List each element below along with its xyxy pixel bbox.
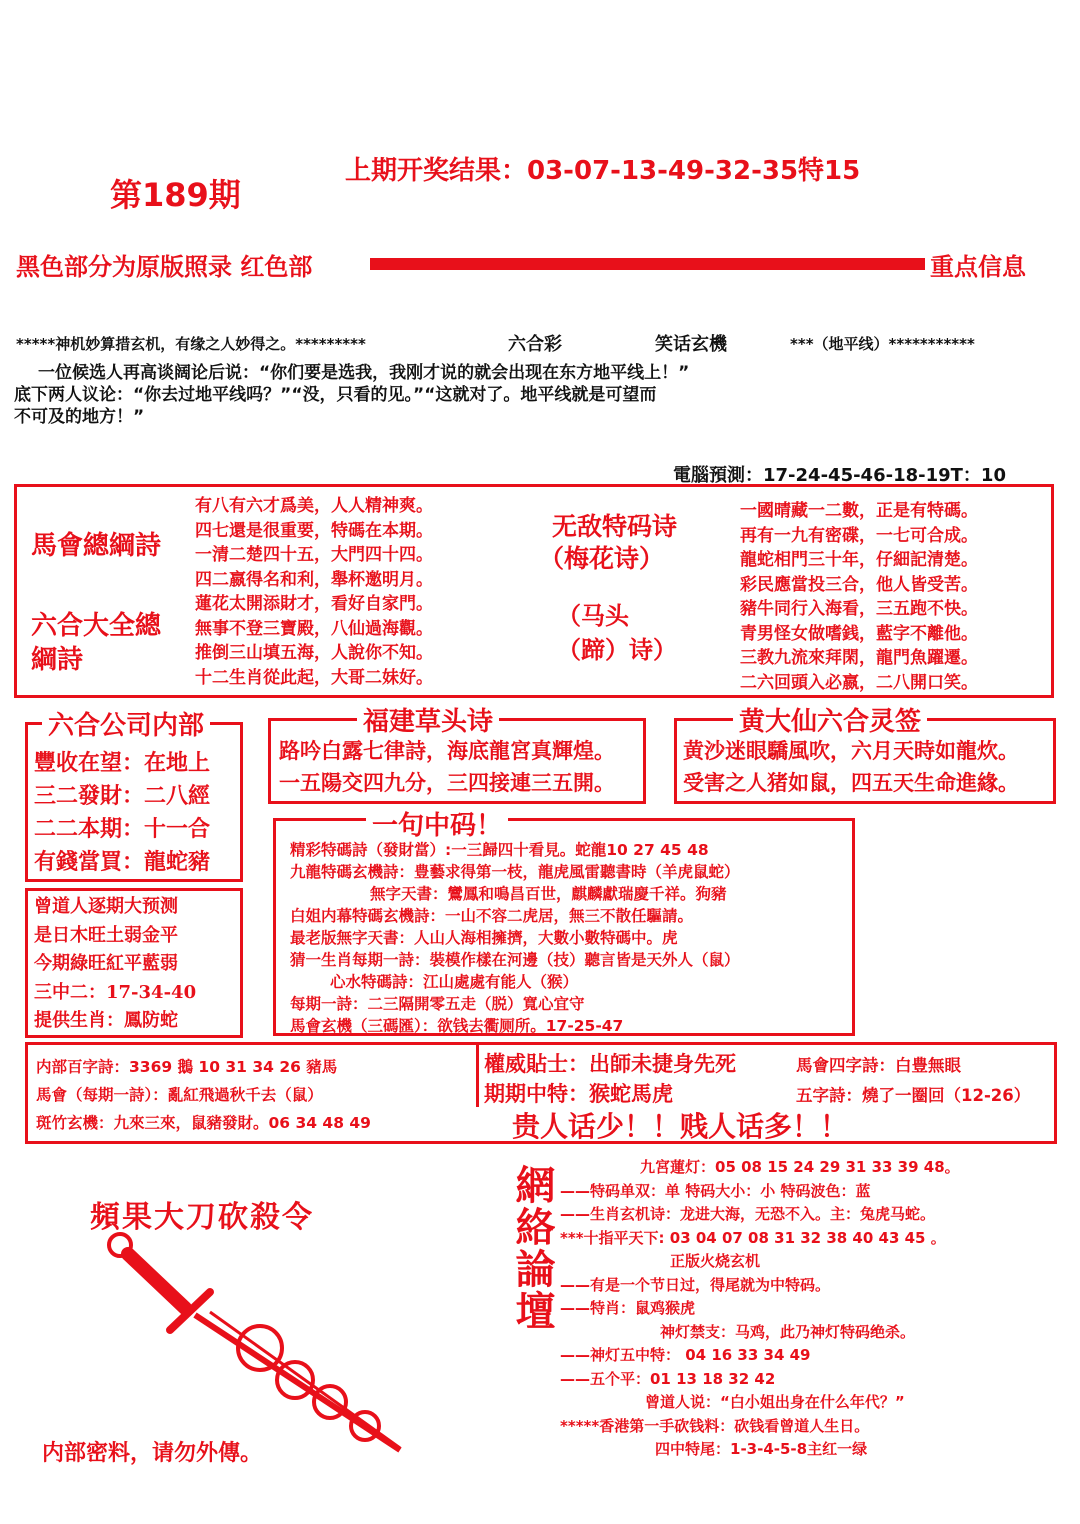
zeng-title: 曾道人逐期大预测 — [34, 896, 178, 917]
poem-left-lines — [195, 494, 433, 690]
poem-mid-title-2: （梅花诗） — [539, 544, 665, 573]
forum-line: 九宮蓮灯：05 08 15 24 29 31 33 39 48。 — [640, 1158, 960, 1176]
forum-line: ——有是一个节日过，得尾就为中特码。 — [560, 1275, 831, 1294]
poem-mid-title-3: （马头（蹄）诗） — [557, 601, 677, 664]
poem-mid-title-1: 无敌特码诗 — [552, 512, 678, 541]
poem-line: 無事不登三寶殿，八仙過海觀。 — [195, 618, 433, 639]
tips-right — [796, 1051, 1030, 1111]
dagger-icon — [109, 1234, 400, 1450]
poem-line: 四二嬴得名和利，舉杯邀明月。 — [195, 569, 433, 590]
poem-line: 青男怪女做嗜銭，藍字不離他。 — [740, 623, 978, 644]
dagger-footer: 内部密料，请勿外傳。 — [42, 1440, 263, 1466]
zeng-lines — [34, 893, 196, 1036]
forum-line: 曾道人说：“白小姐出身在什么年代？” — [645, 1393, 905, 1411]
fujian-line: 一五陽交四九分，三四接連三五開。 — [279, 770, 615, 795]
huang-lines — [683, 735, 1019, 799]
last-result: 上期开奖结果：03-07-13-49-32-35特15 — [345, 156, 861, 186]
company-line: 豐收在望：在地上 — [34, 750, 211, 776]
company-box — [25, 711, 243, 882]
yiju-line: 最老版無字天書：人山人海相擁擠，大數小數特碼中。虎 — [290, 929, 678, 947]
notice-left: 黑色部分为原版照录 红色部 — [16, 253, 313, 281]
yiju-box — [273, 811, 855, 1036]
huang-line: 受害之人猪如鼠，四五天生命進緣。 — [683, 770, 1019, 795]
poem-line: 三教九流來拜閑，龍門魚躍遷。 — [740, 648, 978, 668]
poem-line: 龍蛇相門三十年，仔細記清楚。 — [740, 550, 978, 570]
forum-line: ——神灯五中特： 04 16 33 34 49 — [560, 1346, 811, 1364]
forum-line: *****香港第一手砍钱料：砍钱看曾道人生日。 — [560, 1416, 870, 1435]
poem-line: 四七還是很重要，特碼在本期。 — [195, 520, 433, 541]
tips-box — [25, 1042, 1057, 1144]
poem-right-lines — [740, 499, 978, 695]
yiju-line: 精彩特碼詩（發財當）:一三歸四十看見。蛇龍10 27 45 48 — [290, 841, 709, 859]
notice-scratch — [370, 258, 925, 270]
slogan: 贵人话少！！贱人话多！！ — [512, 1110, 849, 1143]
zeng-line: 三中二：17-34-40 — [34, 981, 197, 1003]
poem-line: 豬牛同行入海看，三五跑不快。 — [740, 599, 978, 619]
forum-line: ——特肖：鼠鸡猴虎 — [560, 1299, 696, 1317]
poem-line: 再有一九有密碟，一七可合成。 — [740, 525, 978, 546]
intro-line1-a: *****神机妙算措玄机，有缘之人妙得之。********* — [16, 335, 366, 353]
poem-line: 彩民應當投三合，他人皆受苦。 — [740, 574, 978, 595]
dagger-illustration — [100, 1230, 420, 1460]
tips-line: 馬會四字詩：白豊無眼 — [796, 1056, 961, 1075]
story-line: 底下两人议论：“你去过地平线吗？”“没，只看的见。”“这就对了。地平线就是可望而 — [14, 385, 657, 405]
intro-line1-b: 六合彩 — [508, 334, 562, 355]
forum-line: ——五个平：01 13 18 32 42 — [560, 1369, 776, 1388]
huang-title: 黄大仙六合灵签 — [733, 701, 927, 738]
computer-prediction: 電腦預測：17-24-45-46-18-19T：10 — [673, 465, 1006, 486]
fujian-title: 福建草头诗 — [357, 701, 499, 738]
tips-line: 内部百字詩：3369 鵝 10 31 34 26 豬馬 — [36, 1058, 338, 1076]
tips-line: 馬會（每期一詩）：亂紅飛過秋千去（鼠） — [36, 1086, 323, 1104]
yiju-title: 一句中码！ — [366, 805, 508, 842]
forum-lines — [560, 1156, 960, 1462]
huang-box — [674, 707, 1056, 804]
forum-line: ——特码单双：单 特码大小：小 特码波色：蓝 — [560, 1181, 871, 1200]
poem-line: 十二生肖從此起，大哥二妹好。 — [195, 667, 433, 688]
fujian-box — [268, 707, 646, 804]
tips-line: 期期中特：猴蛇馬虎 — [484, 1081, 673, 1106]
yiju-line: 猜一生肖每期一詩：裝模作樣在河邊（技）聽言皆是天外人（鼠） — [290, 951, 740, 969]
fujian-lines — [279, 735, 615, 799]
yiju-line: 馬會玄機（三碼匯）：欲钱去衢厕所。17-25-47 — [290, 1017, 624, 1035]
yiju-lines — [290, 839, 740, 1037]
company-title: 六合公司内部 — [42, 705, 210, 742]
story-line: 一位候选人再高谈阔论后说：“你们要是选我，我刚才说的就会出现在东方地平线上！” — [38, 363, 690, 383]
zeng-line: 是日木旺土弱金平 — [34, 924, 178, 946]
company-line: 有錢當買：龍蛇豬 — [34, 849, 211, 875]
company-lines — [34, 747, 210, 879]
yiju-line: 無字天書：鸞鳳和鳴昌百世，麒麟獻瑞慶千祥。狗豬 — [370, 885, 727, 903]
poem-box — [14, 484, 1054, 698]
poem-line: 一清二楚四十五，大門四十四。 — [195, 545, 433, 565]
intro-story — [14, 362, 1064, 428]
zeng-box — [25, 888, 243, 1038]
forum-line: ***十指平天下: 03 04 07 08 31 32 38 40 43 45 。 — [560, 1228, 946, 1247]
poem-title-liuhe: 六合大全總綱詩 — [31, 611, 162, 675]
yiju-line: 九龍特碼玄機詩：豊藝求得第一枝，龍虎風雷聽書時（羊虎鼠蛇） — [290, 863, 740, 881]
poem-line: 一國晴藏一二數，正是有特碼。 — [740, 501, 978, 521]
forum-line: ——生肖玄机诗：龙进大海，无恐不入。主：兔虎马蛇。 — [560, 1205, 936, 1223]
tips-line: 斑竹玄機：九來三來，鼠豬發財。06 34 48 49 — [36, 1114, 371, 1132]
forum-line: 四中特尾：1-3-4-5-8主红一绿 — [655, 1440, 868, 1458]
tips-line: 權威貼士：出師未捷身先死 — [484, 1051, 736, 1076]
issue-number: 第189期 — [110, 176, 241, 214]
forum-line: 神灯禁支：马鸡，此乃神灯特码绝杀。 — [660, 1322, 916, 1341]
huang-line: 黄沙迷眼驕風吹，六月天時如龍炊。 — [683, 738, 1019, 763]
poem-line: 推倒三山填五海，人說你不知。 — [195, 643, 433, 663]
zeng-line: 提供生肖：鳳防蛇 — [34, 1010, 178, 1031]
yiju-line: 白姐内幕特碼玄機詩：一山不容二虎居，無三不散任驅請。 — [290, 907, 694, 925]
zeng-line: 今期綠旺紅平藍弱 — [34, 953, 178, 974]
forum-line: 正版火烧玄机 — [670, 1252, 761, 1270]
story-line: 不可及的地方！” — [14, 407, 145, 427]
notice-right: 重点信息 — [930, 253, 1026, 281]
dagger-title: 頻果大刀砍殺令 — [90, 1200, 314, 1235]
company-line: 二二本期：十一合 — [34, 816, 211, 842]
poem-line: 二六回頭入必嬴，二八開口笑。 — [740, 672, 978, 693]
yiju-line: 心水特碼詩：江山處處有能人（猴） — [330, 973, 579, 991]
forum-label: 網絡論壇 — [509, 1164, 556, 1332]
intro-line1-d: ***（地平线）*********** — [790, 335, 975, 353]
company-line: 三二發財：二八經 — [34, 783, 211, 809]
tips-middle — [484, 1049, 736, 1109]
fujian-line: 路吟白露七律詩，海底龍宮真輝煌。 — [279, 738, 615, 763]
poem-line: 蓮花太開添財才，看好自家門。 — [195, 594, 433, 614]
tips-divider — [476, 1045, 479, 1107]
poem-line: 有八有六才爲美，人人精神爽。 — [195, 496, 433, 516]
poem-title-horse: 馬會總綱詩 — [31, 531, 162, 561]
tips-line: 五字詩：燒了一圈回（12-26） — [796, 1086, 1031, 1105]
tips-left — [36, 1053, 371, 1137]
intro-line1-c: 笑话玄機 — [655, 334, 727, 355]
yiju-line: 每期一詩：二三隔開零五走（脱）寬心宜守 — [290, 995, 585, 1013]
